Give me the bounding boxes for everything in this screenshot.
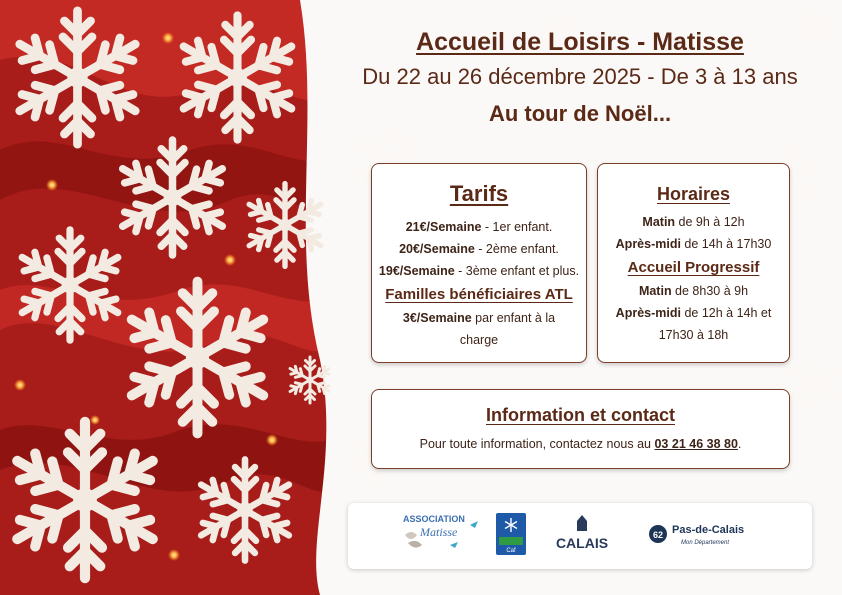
tarif-price: 19€/Semaine xyxy=(378,264,455,278)
horaire-text: de 14h à 17h30 xyxy=(680,237,772,251)
horaire-label: Après-midi xyxy=(615,237,681,251)
event-dates: Du 22 au 26 décembre 2025 - De 3 à 13 ans xyxy=(362,64,798,89)
partner-logos-bar xyxy=(348,503,812,569)
accueil-progressif-heading: Accueil Progressif xyxy=(627,259,760,276)
tarif-desc: - 3ème enfant et plus. xyxy=(454,264,580,278)
horaires-card xyxy=(597,163,790,363)
tarif-price: 20€/Semaine xyxy=(399,242,475,256)
tarif-desc: - 1er enfant. xyxy=(481,220,553,234)
horaire-row xyxy=(598,211,789,233)
tarif-row xyxy=(372,260,586,282)
atl-desc: par enfant à la xyxy=(471,311,556,325)
snowflake-illustration xyxy=(0,0,330,595)
progressif-label: Après-midi xyxy=(615,306,681,320)
matisse-leaf-icon xyxy=(408,541,422,548)
pas-de-calais-logo xyxy=(649,524,744,546)
page-title: Accueil de Loisirs - Matisse xyxy=(416,28,744,56)
caf-logo xyxy=(496,513,526,555)
info-text-line xyxy=(372,433,789,455)
tarif-row xyxy=(372,216,586,238)
atl-heading: Familles bénéficiaires ATL xyxy=(385,286,573,303)
pdc-name: Pas-de-Calais xyxy=(672,524,745,536)
decorative-red-panel xyxy=(0,0,330,595)
pdc-tagline: Mon Département xyxy=(681,540,730,546)
phone-number-link[interactable]: 03 21 46 38 80 xyxy=(654,437,738,451)
calais-logo xyxy=(556,515,608,551)
progressif-text: de 12h à 14h et xyxy=(680,306,772,320)
progressif-row xyxy=(598,280,789,302)
atl-price-line xyxy=(372,307,586,329)
info-heading: Information et contact xyxy=(485,405,675,425)
association-matisse-logo xyxy=(403,514,478,548)
atl-price: 3€/Semaine xyxy=(402,311,472,325)
info-text: Pour toute information, contactez nous au xyxy=(419,437,655,451)
tarifs-card xyxy=(371,163,587,363)
caf-label: Caf xyxy=(506,548,516,554)
horaire-label: Matin xyxy=(642,215,676,229)
horaire-text: de 9h à 12h xyxy=(675,215,745,229)
tarif-price: 21€/Semaine xyxy=(405,220,482,234)
tarif-desc: - 2ème enfant. xyxy=(474,242,559,256)
pdc-number: 62 xyxy=(652,530,664,540)
atl-desc-line: charge xyxy=(459,333,499,347)
progressif-text: de 8h30 à 9h xyxy=(671,284,749,298)
info-contact-card xyxy=(371,389,790,469)
matisse-bird-icon xyxy=(470,521,478,528)
matisse-label: Matisse xyxy=(420,525,458,539)
horaire-row xyxy=(598,233,789,255)
partner-logos xyxy=(348,503,812,569)
horaires-heading: Horaires xyxy=(656,184,731,204)
calais-label: CALAIS xyxy=(555,535,609,551)
tarif-row xyxy=(372,238,586,260)
progressif-extra: 17h30 à 18h xyxy=(658,328,729,342)
progressif-row xyxy=(598,302,789,324)
progressif-label: Matin xyxy=(638,284,672,298)
association-label: ASSOCIATION xyxy=(403,514,465,524)
tarifs-heading: Tarifs xyxy=(449,181,509,206)
matisse-leaf-icon xyxy=(405,532,417,539)
event-theme: Au tour de Noël... xyxy=(488,101,672,126)
matisse-bird-icon xyxy=(450,542,458,548)
info-end: . xyxy=(737,437,742,451)
